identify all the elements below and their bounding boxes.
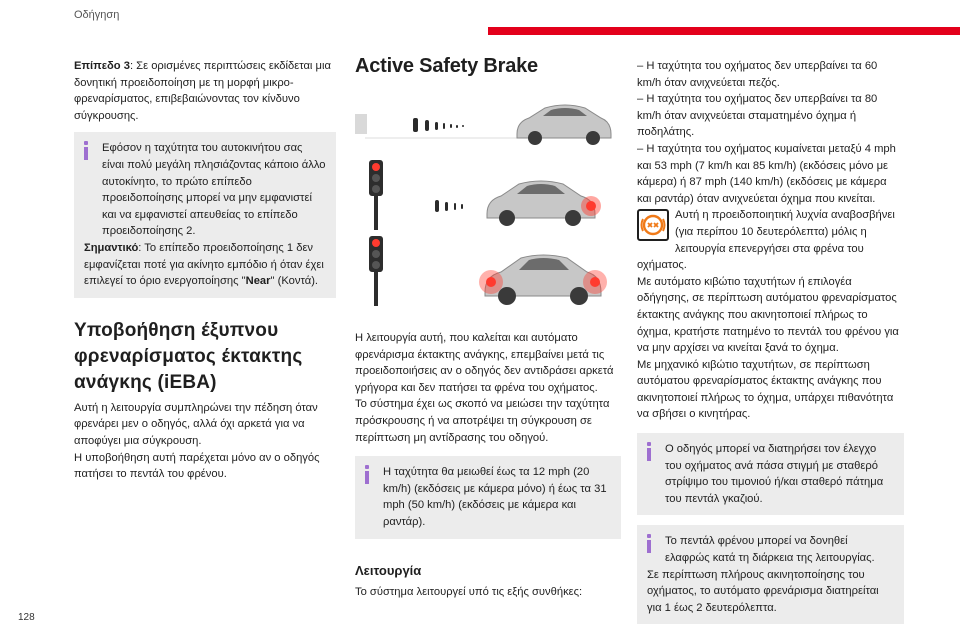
speed-reduction-note: Η ταχύτητα θα μειωθεί έως τα 12 mph (20 km/h) (εκδόσεις με κάμερα μόνο) ή έως τα 31 mph (50 km/h) (εκδόσεις με κάμερα και ραντάρ).: [383, 466, 607, 528]
important-text-b: " (Κοντά).: [270, 275, 319, 288]
note-box-brake-pedal: [637, 525, 904, 624]
automatic-gearbox-text: Με αυτόματο κιβώτιο ταχυτήτων ή επιλογέα οδήγησης, σε περίπτωση αυτόματου φρεναρίσματος έκτακτης ανάγκης που ακινητοποιεί πλήρως το όχημα, κρατήστε πατημένο το πεντάλ του φρένου για να μην αρχίσει να κινείται ξανά το όχημα.: [637, 275, 899, 355]
traffic-light: [369, 236, 383, 306]
asb-paragraph-2: Το σύστημα έχει ως σκοπό να μειώσει την ταχύτητα πρόσκρουσης ή να αποτρέψει τη σύγκρουση σε περίπτωση μη αντίδρασης του οδηγού.: [355, 398, 610, 444]
near-label: Near: [245, 275, 271, 288]
level3-paragraph: [74, 58, 336, 124]
driver-control-note: Ο οδηγός μπορεί να διατηρήσει τον έλεγχο του οχήματος ανά πάσα στιγμή με σταθερό στρίψιμο του τιμονιού ή/και σταθερό πάτημα του πεντάλ γκαζιού.: [665, 443, 884, 505]
column-2: [355, 55, 621, 601]
info-icon: [647, 534, 651, 554]
warning-lamp-text: Αυτή η προειδοποιητική λυχνία αναβοσβήνει (για περίπου 10 δευτερόλεπτα) μόλις η λειτουργία επενεργήσει στα φρένα του οχήματος.: [637, 209, 895, 272]
stage2-graphic: [355, 156, 621, 236]
warning-lamp-block: [637, 207, 904, 273]
note-box-speed: [74, 132, 336, 297]
ieba-paragraph-2: Η υποβοήθηση αυτή παρέχεται μόνο αν ο οδηγός πατήσει το πεντάλ του φρένου.: [74, 451, 320, 481]
stage3-graphic: [355, 236, 621, 316]
level3-label: Επίπεδο 3: [74, 60, 130, 72]
condition-moving-vehicle: – Η ταχύτητα του οχήματος κυμαίνεται μεταξύ 4 mph και 53 mph (7 km/h και 85 km/h) (εκδόσεις μόνο με κάμερα) ή 87 mph (140 km/h) (εκδόσεις με κάμερα και ραντάρ) όταν ανιχνεύεται όχημα που κινείται.: [637, 142, 896, 205]
condition-pedestrian: – Η ταχύτητα του οχήματος δεν υπερβαίνει τα 60 km/h όταν ανιχνεύεται πεζός.: [637, 60, 878, 89]
ieba-paragraph-1: Αυτή η λειτουργία συμπληρώνει την πέδηση όταν φρενάρει μεν ο οδηγός, αλλά όχι αρκετά για να αποφύγει μια σύγκρουση.: [74, 401, 318, 447]
operation-text: Το σύστημα λειτουργεί υπό τις εξής συνθήκες:: [355, 586, 583, 599]
info-icon: [365, 465, 369, 485]
header-accent-bar: [488, 27, 960, 35]
note-box-driver-control: [637, 433, 904, 515]
asb-paragraph-1: Η λειτουργία αυτή, που καλείται και αυτόματο φρενάρισμα έκτακτης ανάγκης, επεμβαίνει μετά τις προειδοποιήσεις αν ο οδηγός δεν αντιδράσει αρκετά γρήγορα και δεν πατήσει τα φρένα του οχήματος.: [355, 332, 614, 394]
operation-heading: Λειτουργία: [355, 562, 422, 578]
illustration-stage-3: [355, 236, 621, 316]
info-icon: [647, 442, 651, 462]
important-text-a: : Το επίπεδο προειδοποίησης 1 δεν εμφανίζεται ποτέ για ακίνητο εμπόδιο ή όταν έχει επιλεγεί το όριο ενεργοποίησης ": [84, 241, 324, 288]
brake-warning-lamp-icon: [637, 209, 669, 241]
note1-paragraph: Εφόσον η ταχύτητα του αυτοκινήτου σας είναι πολύ μεγάλη πλησιάζοντας κάποιο άλλο αυτοκίνητο, το πρώτο επίπεδο προειδοποίησης μπορεί να μην εμφανιστεί και να εμφανιστεί απευθείας το επίπεδο προειδοποίησης 2.: [102, 142, 326, 238]
column-3: [637, 58, 904, 624]
section-title: Active Safety Brake: [355, 55, 538, 77]
brake-pedal-note-a: Το πεντάλ φρένου μπορεί να δονηθεί ελαφρώς κατά τη διάρκεια της λειτουργίας.: [665, 535, 875, 565]
important-label: Σημαντικό: [84, 241, 139, 254]
traffic-light: [369, 160, 383, 230]
info-icon: [84, 141, 88, 161]
running-header: Οδήγηση: [74, 9, 120, 21]
note-box-speed-reduction: [355, 456, 621, 538]
note1-important: [84, 240, 326, 290]
condition-stopped-vehicle: – Η ταχύτητα του οχήματος δεν υπερβαίνει τα 80 km/h όταν ανιχνεύεται σταματημένο όχημα ή ποδηλάτης.: [637, 93, 878, 139]
brake-pedal-note-b: Σε περίπτωση πλήρους ακινητοποίησης του οχήματος, το αυτόματο φρενάρισμα διατηρείται για 1 έως 2 δευτερόλεπτα.: [647, 568, 879, 614]
stage1-graphic: [355, 94, 621, 146]
level3-text: : Σε ορισμένες περιπτώσεις εκδίδεται μια δονητική προειδοποίηση με τη μορφή μικρο-φρεναρίσματος, επιβεβαιώνοντας τον κίνδυνο σύγκρουσης.: [74, 60, 331, 122]
front-car: [517, 105, 611, 145]
sensor-waves: [435, 200, 463, 212]
sensor-waves: [413, 118, 464, 132]
column-1: [74, 58, 336, 483]
illustration-stage-1: [355, 94, 621, 146]
front-car: [487, 181, 601, 226]
manual-gearbox-text: Με μηχανικό κιβώτιο ταχυτήτων, σε περίπτωση αυτόματου φρεναρίσματος έκτακτης ανάγκης που ακινητοποιεί πλήρως το όχημα, υπάρχει πιθανότητα να σβήσει ο κινητήρας.: [637, 358, 894, 421]
front-car: [479, 255, 607, 305]
ieba-heading: Υποβοήθηση έξυπνου φρεναρίσματος έκτακτης ανάγκης (iEBA): [74, 319, 303, 393]
illustration-stage-2: [355, 156, 621, 236]
page-number: 128: [18, 612, 35, 623]
